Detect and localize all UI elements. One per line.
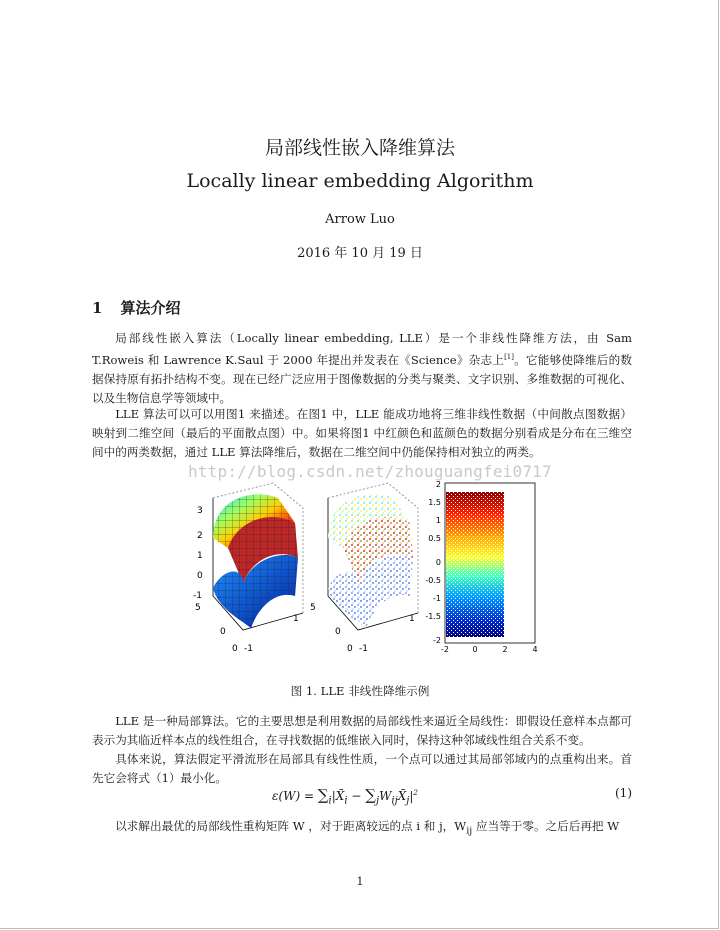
plot3-y-tick: 1 (435, 516, 441, 525)
plot3-x-tick: -2 (441, 645, 449, 653)
eq-sum: ∑ (317, 786, 329, 804)
plot2-y-tick: 5 (310, 603, 316, 613)
plot-embedding-2d (425, 480, 537, 653)
eq-xj: X̄ (397, 789, 407, 803)
plot2-x-tick: -1 (359, 644, 368, 653)
para5-tail: 应当等于零。之后后再把 W (472, 819, 620, 833)
para5-text: 以求解出最优的局部线性重构矩阵 W ，对于距离较远的点 i 和 j，W (115, 819, 467, 833)
plot1-z-tick: 2 (197, 531, 203, 541)
plot3-y-tick: 1.5 (428, 498, 441, 507)
plot3-y-tick: -2 (433, 636, 441, 645)
plot1-z-tick: 0 (197, 571, 203, 581)
plot3-y-tick: -1 (433, 594, 441, 603)
page-number: 1 (356, 875, 364, 888)
date: 2016 年 10 月 19 日 (297, 246, 423, 261)
eq-power: 2 (413, 789, 418, 797)
plot3-x-tick: 4 (532, 645, 538, 653)
plot3-y-tick: -0.5 (425, 576, 441, 585)
para1-text-end: 。它能够使降维后的数据保持原有拓扑结构不变。现在已经广泛应用于图像数据的分类与聚类、文字识别、多维数据的可视化、以及生物信息学等领域中。 (92, 352, 632, 405)
plot3-y-tick: 0.5 (428, 534, 441, 543)
embedding-noise (446, 492, 504, 637)
plot1-y-tick: 0 (220, 627, 226, 637)
plot3-y-tick: 2 (435, 480, 441, 489)
para5-sub: ij (466, 825, 473, 837)
plot1-x-tick: -1 (244, 644, 253, 653)
paragraph-4: 具体来说，算法假定平滑流形在局部具有线性性质，一个点可以通过其局部邻域内的点重构出来。首先它会将式（1）最小化。 (92, 752, 632, 785)
paragraph-1 (92, 329, 632, 408)
eq-sub: i (328, 795, 332, 807)
plot3-x-ticks (441, 645, 538, 653)
title-chinese: 局部线性嵌入降维算法 (264, 137, 455, 159)
plot1-z-tick: 3 (197, 506, 203, 516)
plot3-y-ticks (425, 480, 441, 645)
eq-xi: |X̄ (331, 789, 345, 803)
title-english: Locally linear embedding Algorithm (186, 170, 534, 192)
plot2-y-tick: 0 (335, 627, 341, 637)
eq-sub: j (406, 795, 410, 807)
eq-minus: − (347, 789, 366, 803)
citation-ref[interactable]: [1] (504, 353, 514, 361)
section-title: 算法介绍 (120, 299, 181, 317)
figure-caption: 图 1. LLE 非线性降维示例 (290, 684, 430, 698)
plot2-x-tick: 0 (347, 644, 353, 653)
plot1-z-tick: 1 (197, 551, 203, 561)
section-heading (92, 297, 198, 318)
eq-sum: ∑ (365, 786, 376, 804)
watermark: http://blog.csdn.net/zhouguangfei0717 (188, 462, 552, 481)
scatter-bottom (328, 555, 413, 628)
figure-lle (183, 478, 543, 653)
eq-bar: | (409, 789, 414, 803)
eq-sub: j (375, 795, 380, 807)
plot-surface-3d (193, 483, 303, 653)
plot1-x-tick: 0 (232, 644, 238, 653)
plot1-z-tick: -1 (193, 591, 202, 601)
equation-row (92, 786, 632, 808)
plot3-x-tick: 0 (472, 645, 478, 653)
section-number: 1 (92, 299, 103, 317)
surface-bottom-grid (213, 555, 298, 628)
equation (272, 786, 418, 806)
paragraph-2: LLE 算法可以可以用图1 来描述。在图1 中，LLE 能成功地将三维非线性数据（中间散点图数据）映射到二维空间（最后的平面散点图）中。如果将图1 中红颜色和蓝颜色的数据分别看成是分布在三维空间中的两类数据，通过 LLE 算法降维后，数据在二维空间中仍能保持相对独立的两类。 (92, 407, 632, 459)
plot3-y-tick: -1.5 (425, 612, 441, 621)
plot-scatter-3d (310, 483, 418, 653)
eq-sub: ij (391, 795, 398, 807)
eq-w: W (379, 789, 392, 803)
plot2-x-tick: 1 (409, 614, 415, 624)
eq-sub: i (344, 795, 348, 807)
plot1-x-tick: 1 (293, 614, 299, 624)
paragraph-3: LLE 是一种局部算法。它的主要思想是利用数据的局部线性来逼近全局线性：即假设任意样本点都可表示为其临近样本点的线性组合，在寻找数据的低维嵌入同时，保持这种邻域线性组合关系不变。 (92, 714, 632, 747)
para1-text: 局部线性嵌入算法（Locally linear embedding, LLE）是一个非线性降维方法，由 Sam T.Roweis 和 Lawrence K.Saul 于 2000 年提出并发表在《Science》杂志上 (92, 331, 632, 367)
equation-number: (1) (615, 786, 632, 800)
plot1-y-tick: 5 (195, 603, 201, 613)
plot3-y-tick: 0 (435, 558, 441, 567)
author: Arrow Luo (325, 212, 395, 227)
paragraph-5 (92, 817, 632, 840)
eq-lhs: ε(W) = (272, 789, 318, 803)
plot3-x-tick: 2 (502, 645, 508, 653)
